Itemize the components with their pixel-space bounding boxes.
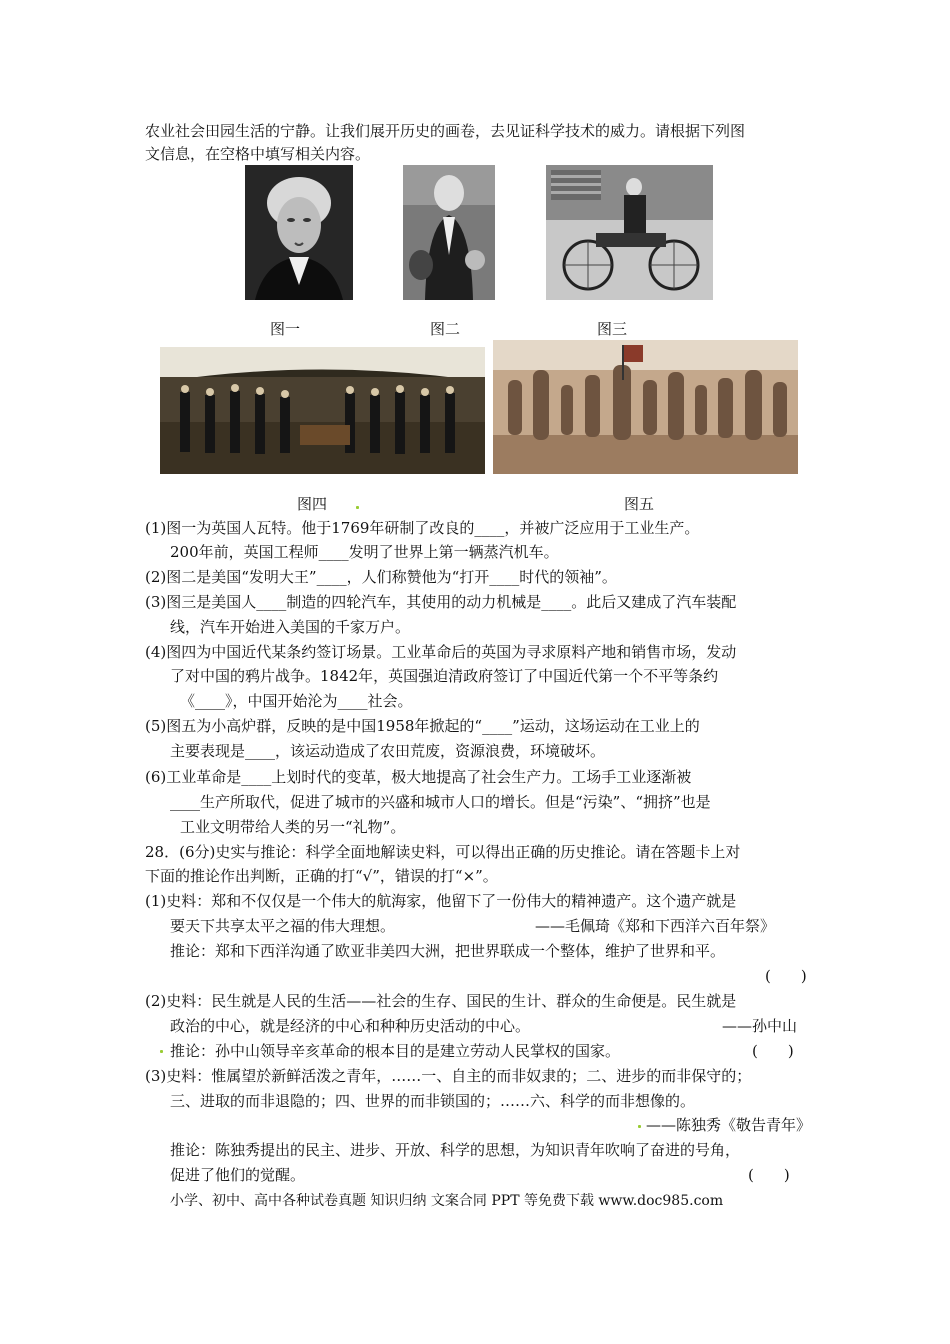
q28-answer-blank-3[interactable]: ( ): [748, 1166, 790, 1184]
q28-inference3-line1: 推论：陈独秀提出的民主、进步、开放、科学的思想，为知识青年吹响了奋进的号角，: [170, 1141, 741, 1159]
q27-part6-line1: (6)工业革命是____上划时代的变革，极大地提高了社会生产力。工场手工业逐渐被: [145, 768, 692, 786]
q27-part2-line1: (2)图二是美国“发明大王”____，人们称赞他为“打开____时代的领袖”。: [145, 568, 617, 586]
figure-1-caption: 图一: [270, 320, 301, 338]
q27-part4-line1: (4)图四为中国近代某条约签订场景。工业革命后的英国为寻求原料产地和销售市场，发动: [145, 643, 737, 661]
q28-source3-line2: 三、进取的而非退隐的；四、世界的而非锁国的；……六、科学的而非想像的。: [170, 1092, 696, 1110]
q28-source3-attribution: ——陈独秀《敬告青年》: [646, 1116, 812, 1134]
figure-5-caption: 图五: [624, 495, 655, 513]
q28-inference3-line2: 促进了他们的觉醒。: [170, 1166, 306, 1184]
q28-answer-blank-2[interactable]: ( ): [752, 1042, 794, 1060]
q27-part4-line3: 《____》，中国开始沦为____社会。: [180, 692, 413, 710]
q28-source2-attribution: ——孙中山: [722, 1017, 798, 1035]
decorative-dot: [160, 1050, 163, 1053]
decorative-dot: [356, 506, 359, 509]
q27-part1-line2: 200年前，英国工程师____发明了世界上第一辆蒸汽机车。: [170, 543, 559, 561]
q28-heading-line1: 28．(6分)史实与推论：科学全面地解读史料，可以得出正确的历史推论。请在答题卡上对: [145, 843, 741, 861]
figure-1-watt-portrait: [245, 165, 353, 300]
figure-4-treaty-signing: [160, 347, 485, 474]
q27-part4-line2: 了对中国的鸦片战争。1842年，英国强迫清政府签订了中国近代第一个不平等条约: [170, 667, 719, 685]
q28-source1-attribution: ——毛佩琦《郑和下西洋六百年祭》: [535, 917, 776, 935]
q28-source3-line1: (3)史料：惟属望於新鲜活泼之青年，……一、自主的而非奴隶的；二、进步的而非保守的；: [145, 1067, 752, 1085]
q28-source2-line2: 政治的中心，就是经济的中心和种种历史活动的中心。: [170, 1017, 531, 1035]
q27-part5-line2: 主要表现是____，该运动造成了农田荒废，资源浪费，环境破坏。: [170, 742, 606, 760]
intro-line-1: 农业社会田园生活的宁静。让我们展开历史的画卷，去见证科学技术的威力。请根据下列图: [145, 122, 746, 140]
q27-part3-line1: (3)图三是美国人____制造的四轮汽车，其使用的动力机械是____。此后又建成了汽车装配: [145, 593, 737, 611]
figure-2-edison-photo: [403, 165, 495, 300]
q28-source1-line1: (1)史料：郑和不仅仅是一个伟大的航海家，他留下了一份伟大的精神遗产。这个遗产就是: [145, 892, 737, 910]
q28-inference1: 推论：郑和下西洋沟通了欧亚非美四大洲，把世界联成一个整体，维护了世界和平。: [170, 942, 726, 960]
q28-inference2: 推论：孙中山领导辛亥革命的根本目的是建立劳动人民掌权的国家。: [170, 1042, 621, 1060]
decorative-dot: [638, 1125, 641, 1128]
q27-part6-line3: 工业文明带给人类的另一“礼物”。: [180, 818, 406, 836]
q28-source2-line1: (2)史料：民生就是人民的生活——社会的生存、国民的生计、群众的生命便是。民生就是: [145, 992, 737, 1010]
q27-part6-line2: ____生产所取代，促进了城市的兴盛和城市人口的增长。但是“污染”、“拥挤”也是: [170, 793, 711, 811]
figure-5-backyard-furnaces: [493, 340, 798, 474]
q28-heading-line2: 下面的推论作出判断，正确的打“√”，错误的打“×”。: [145, 867, 498, 885]
figure-4-caption: 图四: [297, 495, 328, 513]
figure-3-ford-quadricycle: [546, 165, 713, 300]
q28-answer-blank-1[interactable]: ( ): [765, 967, 807, 985]
page-footer: 小学、初中、高中各种试卷真题 知识归纳 文案合同 PPT 等免费下载 www.doc985.com: [170, 1193, 724, 1209]
q27-part1-line1: (1)图一为英国人瓦特。他于1769年研制了改良的____，并被广泛应用于工业生产。: [145, 519, 700, 537]
figure-3-caption: 图三: [597, 320, 628, 338]
intro-line-2: 文信息，在空格中填写相关内容。: [145, 145, 371, 163]
q27-part3-line2: 线，汽车开始进入美国的千家万户。: [170, 618, 411, 636]
q27-part5-line1: (5)图五为小高炉群，反映的是中国1958年掀起的“____”运动，这场运动在工业上的: [145, 717, 700, 735]
figure-2-caption: 图二: [430, 320, 461, 338]
q28-source1-line2: 要天下共享太平之福的伟大理想。: [170, 917, 396, 935]
